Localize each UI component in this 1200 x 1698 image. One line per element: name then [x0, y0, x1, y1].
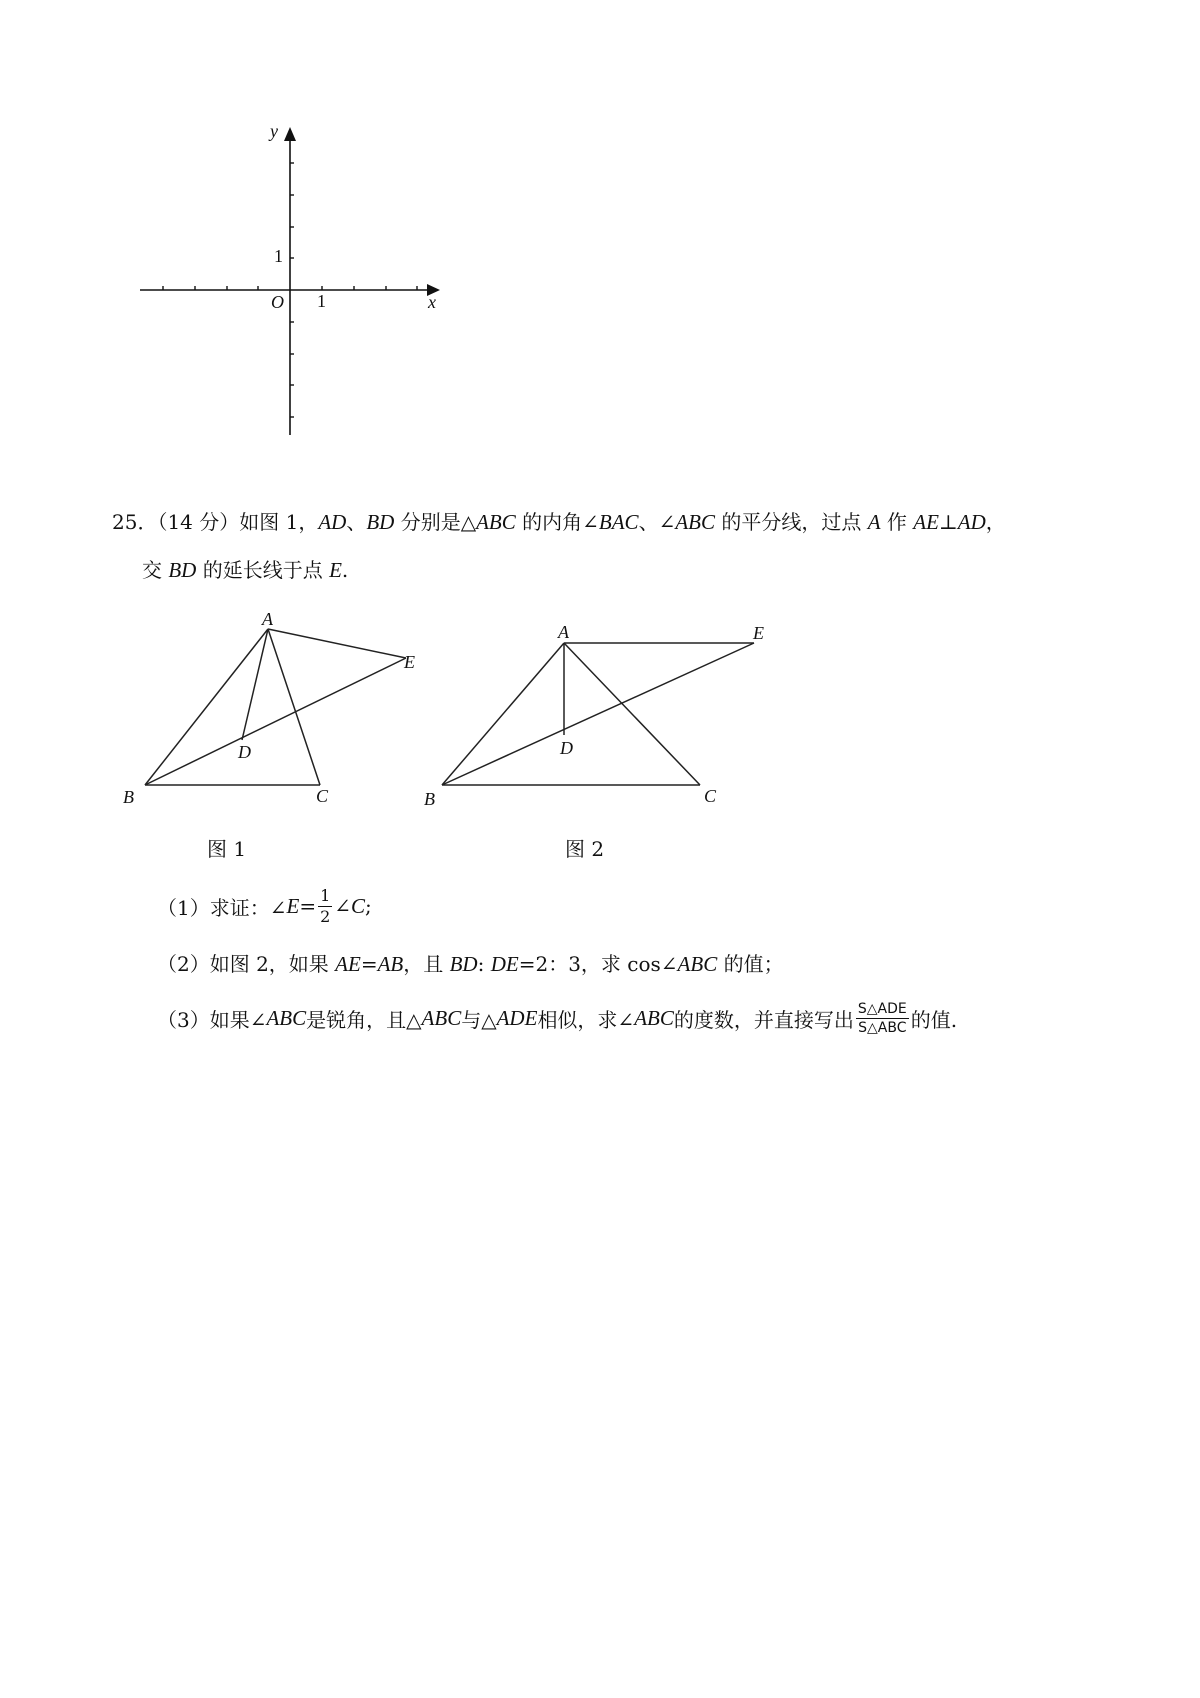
problem-text: 作: [880, 510, 914, 534]
figure-2: [420, 615, 780, 815]
segment-bd: BD: [449, 952, 478, 976]
fraction-denominator: S△ABC: [858, 1019, 907, 1036]
y-axis-arrow: [284, 127, 296, 141]
angle-abc: ABC: [634, 1005, 674, 1030]
problem-text: 的延长线于点: [196, 558, 330, 582]
question-2: [157, 948, 784, 977]
label-c: C: [704, 786, 717, 806]
origin-label: O: [271, 292, 284, 312]
q3-prefix: （3）如果∠: [157, 1007, 267, 1032]
segment-ac: [268, 629, 320, 785]
q1-end: ;: [365, 894, 372, 918]
label-e: E: [753, 623, 764, 643]
problem-text: 交: [142, 558, 169, 582]
triangle-abc: ABC: [421, 1005, 462, 1030]
y-axis-label: y: [270, 121, 278, 141]
q2-text: ，且: [403, 952, 450, 976]
q2-end: 的值；: [717, 952, 784, 976]
segment-be: [442, 643, 754, 785]
problem-text: 分别是△: [394, 510, 477, 534]
q3-text: 相似，求∠: [537, 1007, 635, 1032]
q2-prefix: （2）如图 2，如果: [157, 952, 336, 976]
label-b: B: [123, 787, 134, 807]
problem-number: 25．: [112, 510, 158, 534]
x-tick-label: 1: [317, 291, 326, 311]
figure-1: [115, 605, 435, 815]
area-ratio-fraction: [856, 1002, 909, 1035]
angle-bac: BAC: [598, 510, 639, 534]
q3-text: 的度数，并直接写出: [673, 1007, 854, 1032]
triangle-abc: ABC: [476, 510, 516, 534]
problem-text: .: [341, 558, 349, 582]
x-axis-label: x: [428, 292, 436, 312]
label-d: D: [560, 738, 573, 758]
segment-ae: [268, 629, 406, 658]
figure-1-caption: 图 1: [207, 837, 247, 861]
segment-ac: [564, 643, 700, 785]
segment-ab: AB: [377, 952, 404, 976]
segment-ad: AD: [318, 510, 347, 534]
q1-prefix: （1）求证：∠: [157, 895, 287, 920]
angle-c: C: [351, 893, 366, 918]
y-tick-label: 1: [274, 246, 283, 266]
point-e: E: [329, 558, 342, 582]
label-a: A: [558, 622, 569, 642]
segment-bd: BD: [168, 558, 197, 582]
q3-text: 与△: [461, 1007, 497, 1032]
q3-end: 的值.: [910, 1007, 958, 1032]
label-d: D: [238, 742, 251, 762]
problem-points: （14 分）: [157, 510, 240, 534]
problem-text: 、∠: [638, 510, 676, 534]
problem-text: 的平分线，过点: [715, 510, 868, 534]
angle-abc: ABC: [266, 1005, 307, 1030]
problem-text: 的内角∠: [515, 510, 599, 534]
label-c: C: [316, 786, 329, 806]
angle-abc: ABC: [675, 510, 716, 534]
problem-text: 、: [346, 510, 367, 534]
segment-de: DE: [490, 952, 519, 976]
segment-ad: AD: [957, 510, 986, 534]
q2-ratio: =2：3，求 cos∠: [518, 952, 678, 976]
q1-equals: =: [299, 894, 317, 918]
fraction-denominator: 2: [320, 906, 331, 926]
label-b: B: [424, 789, 435, 809]
problem-text: 如图 1，: [239, 510, 319, 534]
question-1: [157, 880, 372, 932]
segment-ae: AE: [913, 510, 939, 534]
segment-bd: BD: [366, 510, 395, 534]
q2-colon: :: [477, 952, 491, 976]
segment-ae: AE: [335, 952, 361, 976]
angle-symbol: ∠: [334, 894, 352, 918]
triangle-ade: ADE: [496, 1005, 538, 1030]
segment-ab: [442, 643, 564, 785]
angle-abc: ABC: [677, 952, 718, 976]
problem-line-1: [112, 506, 1006, 535]
problem-line-2: [142, 554, 348, 583]
segment-be: [145, 658, 406, 785]
point-a: A: [867, 510, 881, 534]
label-e: E: [404, 652, 415, 672]
angle-e: E: [286, 893, 300, 918]
q2-equals: =: [360, 952, 378, 976]
figure-2-caption: 图 2: [565, 837, 605, 861]
problem-text: ，: [985, 510, 1006, 534]
perp-symbol: ⊥: [938, 510, 958, 534]
question-3: [157, 992, 957, 1044]
label-a: A: [262, 609, 273, 629]
coordinate-plane: [130, 115, 460, 445]
fraction-one-half: [318, 885, 332, 926]
fraction-numerator: 1: [320, 885, 331, 905]
fraction-numerator: S△ADE: [857, 1000, 907, 1017]
q3-text: 是锐角，且△: [306, 1007, 422, 1032]
